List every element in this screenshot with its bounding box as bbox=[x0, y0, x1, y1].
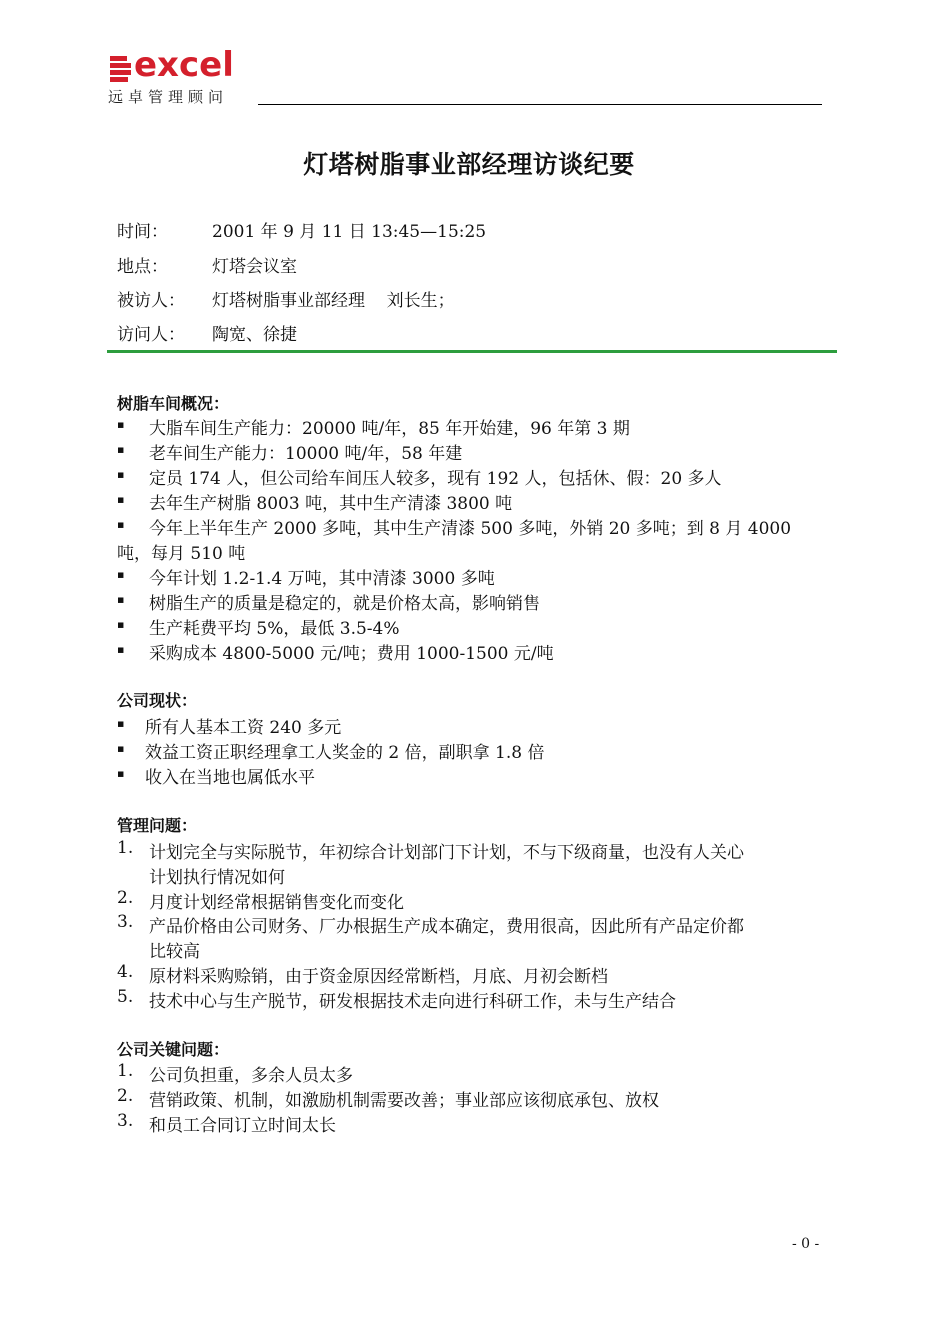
list-item-continuation: 比较高 bbox=[149, 942, 200, 962]
list-number: 2. bbox=[117, 888, 134, 908]
bullet-icon: ▪ bbox=[117, 643, 125, 656]
list-item: 和员工合同订立时间太长 bbox=[149, 1116, 336, 1136]
list-number: 3. bbox=[117, 1111, 134, 1131]
list-item: 营销政策、机制，如激励机制需要改善；事业部应该彻底承包、放权 bbox=[149, 1091, 659, 1111]
bullet-icon: ▪ bbox=[117, 767, 125, 780]
meta-divider bbox=[107, 350, 837, 353]
bullet-icon: ▪ bbox=[117, 593, 125, 606]
list-number: 5. bbox=[117, 987, 134, 1007]
meta-place-value: 灯塔会议室 bbox=[212, 257, 297, 277]
list-number: 2. bbox=[117, 1086, 134, 1106]
list-number: 3. bbox=[117, 912, 134, 932]
logo-wordmark: excel bbox=[134, 45, 234, 85]
bullet-icon: ▪ bbox=[117, 518, 125, 531]
company-logo bbox=[108, 45, 254, 106]
logo-b-mark-icon bbox=[110, 56, 134, 82]
list-item: 去年生产树脂 8003 吨，其中生产清漆 3800 吨 bbox=[149, 494, 513, 514]
list-item: 大脂车间生产能力：20000 吨/年，85 年开始建，96 年第 3 期 bbox=[149, 419, 630, 439]
list-item: 定员 174 人，但公司给车间压人较多，现有 192 人，包括休、假：20 多人 bbox=[149, 469, 722, 489]
bullet-icon: ▪ bbox=[117, 468, 125, 481]
list-item: 原材料采购赊销，由于资金原因经常断档，月底、月初会断档 bbox=[149, 967, 608, 987]
meta-interviewee-label: 被访人： bbox=[117, 291, 185, 311]
list-number: 1. bbox=[117, 838, 134, 858]
meta-interviewer-label: 访问人： bbox=[117, 325, 185, 345]
document-title: 灯塔树脂事业部经理访谈纪要 bbox=[303, 150, 635, 179]
bullet-icon: ▪ bbox=[117, 618, 125, 631]
bullet-icon: ▪ bbox=[117, 443, 125, 456]
list-item: 计划完全与实际脱节，年初综合计划部门下计划，不与下级商量，也没有人关心 bbox=[149, 843, 744, 863]
list-item: 公司负担重，多余人员太多 bbox=[149, 1066, 353, 1086]
section-heading-management: 管理问题： bbox=[117, 816, 198, 835]
list-item: 老车间生产能力：10000 吨/年，58 年建 bbox=[149, 444, 463, 464]
section-heading-workshop: 树脂车间概况： bbox=[117, 394, 230, 413]
meta-place-label: 地点： bbox=[117, 257, 168, 277]
bullet-icon: ▪ bbox=[117, 418, 125, 431]
list-item: 技术中心与生产脱节，研发根据技术走向进行科研工作，未与生产结合 bbox=[149, 992, 676, 1012]
bullet-icon: ▪ bbox=[117, 742, 125, 755]
list-item: 月度计划经常根据销售变化而变化 bbox=[149, 893, 404, 913]
section-heading-status: 公司现状： bbox=[117, 691, 198, 710]
meta-interviewer-value: 陶宽、徐捷 bbox=[212, 325, 297, 345]
list-item: 今年上半年生产 2000 多吨，其中生产清漆 500 多吨，外销 20 多吨；到 8 月 4000 bbox=[149, 519, 792, 539]
list-item: 产品价格由公司财务、厂办根据生产成本确定，费用很高，因此所有产品定价都 bbox=[149, 917, 744, 937]
list-item: 树脂生产的质量是稳定的，就是价格太高，影响销售 bbox=[149, 594, 540, 614]
meta-place bbox=[117, 252, 297, 277]
logo-subtitle: 远卓管理顾问 bbox=[108, 88, 229, 106]
list-item: 效益工资正职经理拿工人奖金的 2 倍，副职拿 1.8 倍 bbox=[145, 743, 545, 763]
meta-time-value: 2001 年 9 月 11 日 13:45—15:25 bbox=[212, 222, 487, 242]
list-item-continuation: 吨，每月 510 吨 bbox=[117, 544, 246, 564]
meta-time-label: 时间： bbox=[117, 222, 168, 242]
bullet-icon: ▪ bbox=[117, 717, 125, 730]
list-item-continuation: 计划执行情况如何 bbox=[149, 868, 285, 888]
meta-time bbox=[117, 217, 486, 242]
list-item: 所有人基本工资 240 多元 bbox=[145, 718, 342, 738]
meta-interviewee-value: 灯塔树脂事业部经理 刘长生； bbox=[212, 291, 455, 311]
bullet-icon: ▪ bbox=[117, 493, 125, 506]
meta-interviewer bbox=[117, 320, 297, 345]
list-item: 采购成本 4800-5000 元/吨；费用 1000-1500 元/吨 bbox=[149, 644, 554, 664]
list-number: 4. bbox=[117, 962, 134, 982]
list-number: 1. bbox=[117, 1061, 134, 1081]
page-number: - 0 - bbox=[792, 1236, 820, 1252]
section-heading-key-issues: 公司关键问题： bbox=[117, 1040, 230, 1059]
list-item: 生产耗费平均 5%，最低 3.5-4% bbox=[149, 619, 400, 639]
list-item: 今年计划 1.2-1.4 万吨，其中清漆 3000 多吨 bbox=[149, 569, 495, 589]
header-divider bbox=[258, 104, 822, 105]
bullet-icon: ▪ bbox=[117, 568, 125, 581]
list-item: 收入在当地也属低水平 bbox=[145, 768, 315, 788]
meta-interviewee bbox=[117, 286, 455, 311]
